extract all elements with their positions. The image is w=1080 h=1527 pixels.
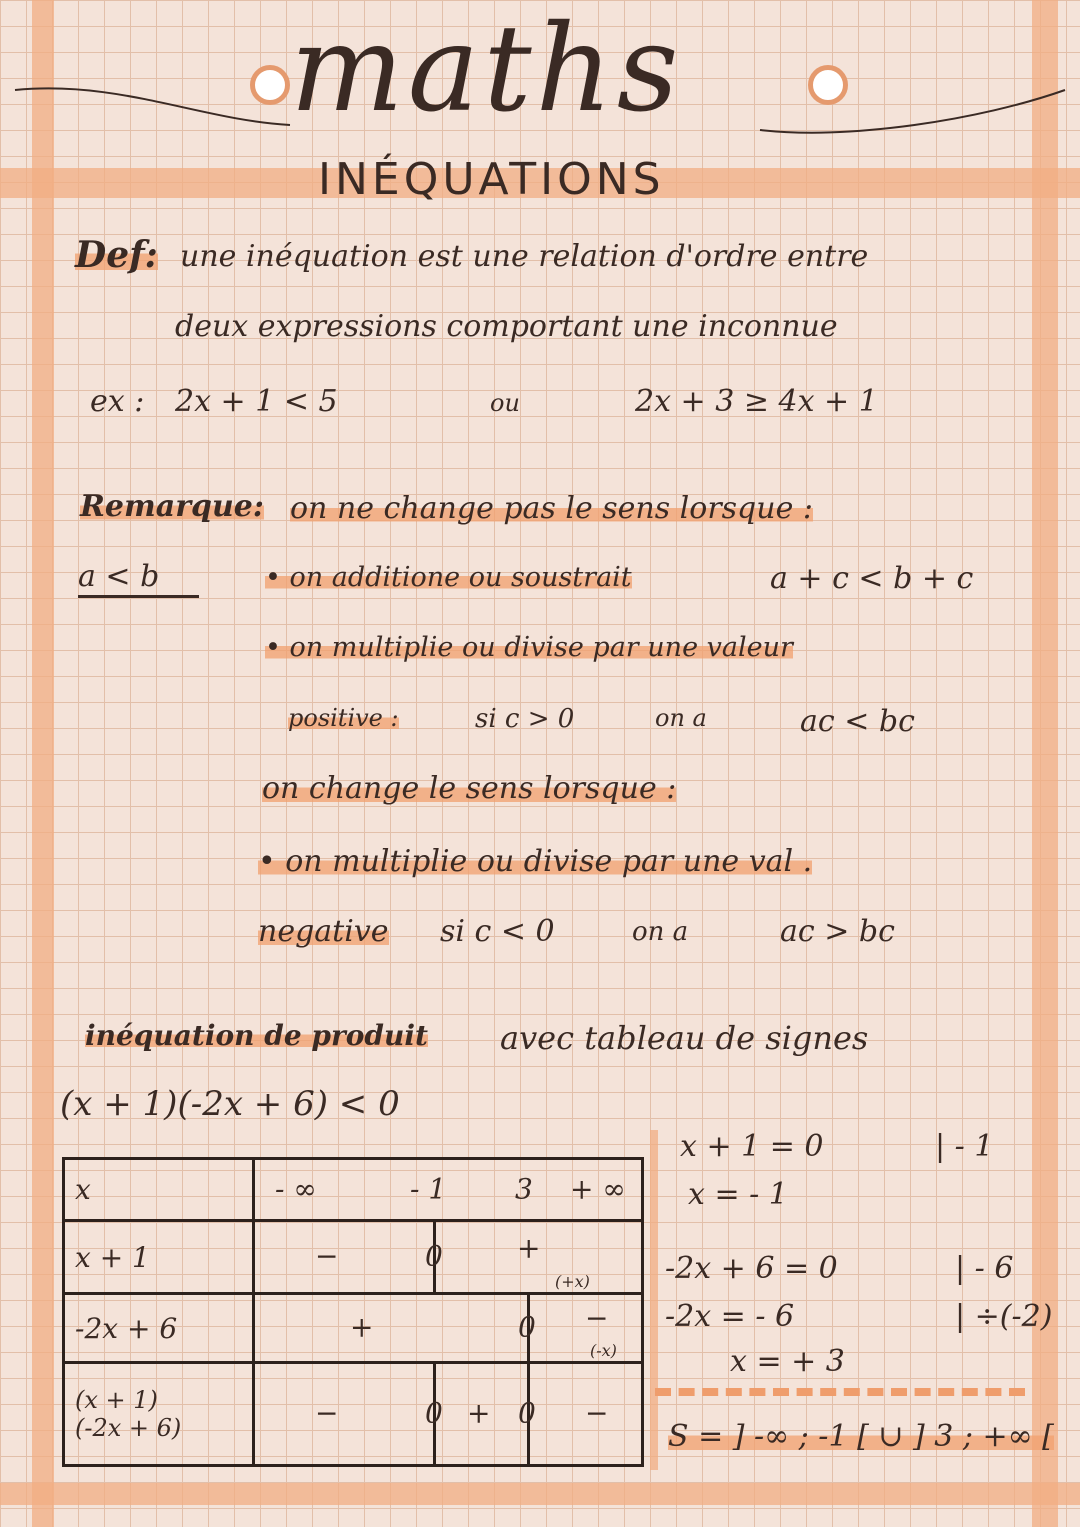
page-subtitle: INÉQUATIONS	[318, 154, 665, 205]
remark-bullet3: • on multiplie ou divise par une val .	[258, 844, 813, 879]
definition-line2: deux expressions comportant une inconnue	[175, 309, 838, 344]
zero: 0	[425, 1239, 443, 1273]
row-label: -2x + 6	[64, 1294, 254, 1363]
remark-change: on change le sens lorsque :	[262, 771, 677, 806]
solve-res1: x = - 1	[688, 1177, 788, 1212]
solve-op3: | ÷(-2)	[955, 1299, 1053, 1334]
solve-eq1: x + 1 = 0	[680, 1129, 824, 1164]
remark-bullet3-ona: on a	[632, 917, 689, 947]
zero: 0	[518, 1310, 536, 1344]
example-1: 2x + 1 < 5	[175, 384, 338, 419]
remark-bullet3-cond: si c < 0	[440, 914, 555, 949]
solve-eq2: -2x + 6 = 0	[665, 1251, 838, 1286]
solve-res2: x = + 3	[730, 1344, 845, 1379]
value-plus-infinity: + ∞	[570, 1172, 626, 1206]
sign: +	[467, 1396, 491, 1430]
sign-table-x-label: x	[64, 1159, 254, 1221]
sign-note: (-x)	[590, 1341, 617, 1361]
definition-label: Def:	[75, 234, 158, 276]
remark-bullet2-cont: positive :	[288, 704, 399, 732]
remark-intro: on ne change pas le sens lorsque :	[290, 491, 813, 526]
remark-bullet2-cond: si c > 0	[475, 704, 575, 734]
row-label-line1: (x + 1)	[75, 1386, 158, 1414]
zero: 0	[425, 1396, 443, 1430]
product-heading-a: inéquation de produit	[85, 1019, 428, 1052]
sign: −	[585, 1301, 609, 1335]
remark-bullet3-result: ac > bc	[780, 914, 895, 949]
solve-eq3: -2x = - 6	[665, 1299, 795, 1334]
row-label: x + 1	[64, 1221, 254, 1294]
sign-note: (+x)	[555, 1272, 590, 1292]
remark-bullet3-cont: negative	[258, 914, 389, 949]
solving-margin-marks	[650, 1130, 658, 1470]
sign-table-header-row	[64, 1159, 643, 1221]
remark-bullet2: • on multiplie ou divise par une valeur	[265, 632, 793, 663]
zero: 0	[518, 1396, 536, 1430]
sign-table-row	[64, 1363, 643, 1466]
sign: +	[350, 1310, 374, 1344]
remark-bullet2-ona: on a	[655, 704, 707, 732]
definition-line1: une inéquation est une relation d'ordre entre	[180, 239, 869, 274]
sign-table-row	[64, 1294, 643, 1363]
row-label-line2: (-2x + 6)	[75, 1414, 182, 1442]
sign: −	[315, 1396, 339, 1430]
remark-bullet1: • on additione ou soustrait	[265, 562, 632, 593]
solve-op2: | - 6	[955, 1251, 1014, 1286]
solve-op1: | - 1	[935, 1129, 994, 1164]
example-prefix: ex :	[90, 384, 145, 419]
value-three: 3	[515, 1172, 533, 1206]
value-minus-infinity: - ∞	[275, 1172, 317, 1206]
dashed-separator	[655, 1388, 1025, 1396]
value-minus-one: - 1	[410, 1172, 447, 1206]
example-2: 2x + 3 ≥ 4x + 1	[635, 384, 878, 419]
sign: −	[315, 1239, 339, 1273]
remark-premise: a < b	[78, 560, 199, 598]
margin-highlight-left	[32, 0, 54, 1527]
solution-set: S = ] -∞ ; -1 [ ∪ ] 3 ; +∞ [	[668, 1419, 1054, 1454]
product-heading-b: avec tableau de signes	[500, 1019, 869, 1057]
bottom-highlight-band	[0, 1483, 1080, 1505]
remark-bullet2-result: ac < bc	[800, 704, 915, 739]
sign-table-row	[64, 1221, 643, 1294]
margin-highlight-right	[1032, 0, 1058, 1527]
row-label	[64, 1363, 254, 1466]
product-inequation: (x + 1)(-2x + 6) < 0	[60, 1084, 400, 1124]
sign: +	[517, 1231, 541, 1265]
sign-table	[62, 1157, 644, 1467]
example-or: ou	[490, 389, 520, 417]
sign: −	[585, 1396, 609, 1430]
page-title: maths	[290, 0, 683, 139]
remark-label: Remarque:	[80, 489, 264, 524]
remark-bullet1-result: a + c < b + c	[770, 561, 974, 596]
